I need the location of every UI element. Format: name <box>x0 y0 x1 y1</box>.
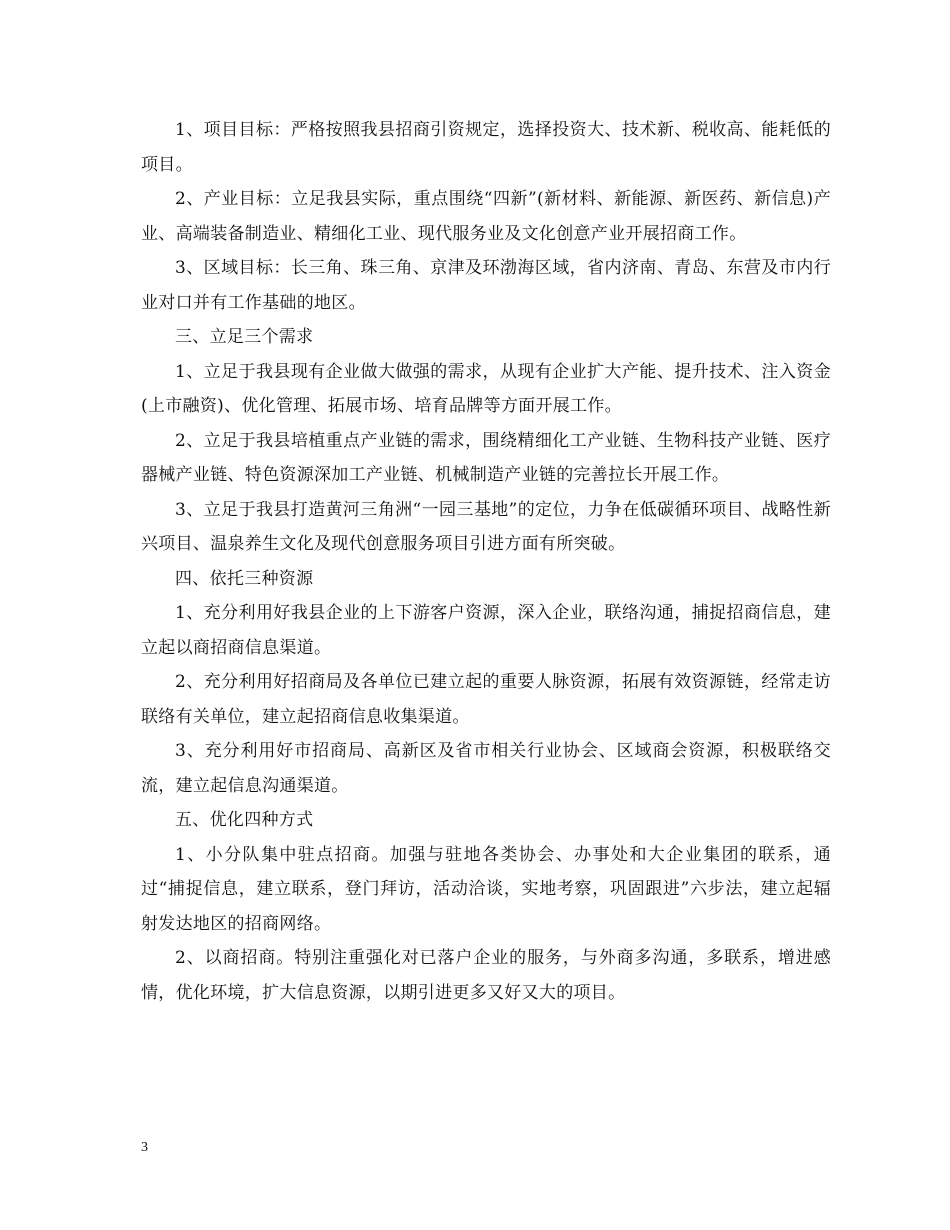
paragraph-method-2: 2、以商招商。特别注重强化对已落户企业的服务，与外商多沟通，多联系，增进感情，优化环境，扩大信息资源，以期引进更多又好又大的项目。 <box>141 948 831 1003</box>
paragraph-resource-2: 2、充分利用好招商局及各单位已建立起的重要人脉资源，拓展有效资源链，经常走访联络有关单位，建立起招商信息收集渠道。 <box>141 672 831 727</box>
section-heading-three-resources: 四、依托三种资源 <box>175 568 314 589</box>
page-number: 3 <box>141 1140 148 1155</box>
paragraph-method-1: 1、小分队集中驻点招商。加强与驻地各类协会、办事处和大企业集团的联系，通过“捕捉信息，建立联系，登门拜访，活动洽谈，实地考察，巩固跟进”六步法，建立起辐射发达地区的招商网络。 <box>141 844 831 934</box>
paragraph-resource-3: 3、充分利用好市招商局、高新区及省市相关行业协会、区域商会资源，积极联络交流，建立起信息沟通渠道。 <box>141 741 831 796</box>
section-heading-four-methods: 五、优化四种方式 <box>175 810 314 830</box>
paragraph-need-2: 2、立足于我县培植重点产业链的需求，围绕精细化工产业链、生物科技产业链、医疗器械产业链、特色资源深加工产业链、机械制造产业链的完善拉长开展工作。 <box>141 430 831 485</box>
paragraph-region-goal: 3、区域目标：长三角、珠三角、京津及环渤海区域，省内济南、青岛、东营及市内行业对口并有工作基础的地区。 <box>141 258 831 313</box>
paragraph-industry-goal: 2、产业目标：立足我县实际，重点围绕“四新”(新材料、新能源、新医药、新信息)产业、高端装备制造业、精细化工业、现代服务业及文化创意产业开展招商工作。 <box>141 189 831 244</box>
document-body <box>141 113 831 1010</box>
paragraph-resource-1: 1、充分利用好我县企业的上下游客户资源，深入企业，联络沟通，捕捉招商信息，建立起以商招商信息渠道。 <box>141 603 831 658</box>
section-heading-three-needs: 三、立足三个需求 <box>175 327 314 347</box>
paragraph-need-3: 3、立足于我县打造黄河三角洲“一园三基地”的定位，力争在低碳循环项目、战略性新兴项目、温泉养生文化及现代创意服务项目引进方面有所突破。 <box>141 499 831 554</box>
paragraph-project-goal: 1、项目目标：严格按照我县招商引资规定，选择投资大、技术新、税收高、能耗低的项目。 <box>141 120 831 175</box>
paragraph-need-1: 1、立足于我县现有企业做大做强的需求，从现有企业扩大产能、提升技术、注入资金(上市融资)、优化管理、拓展市场、培育品牌等方面开展工作。 <box>141 361 831 416</box>
